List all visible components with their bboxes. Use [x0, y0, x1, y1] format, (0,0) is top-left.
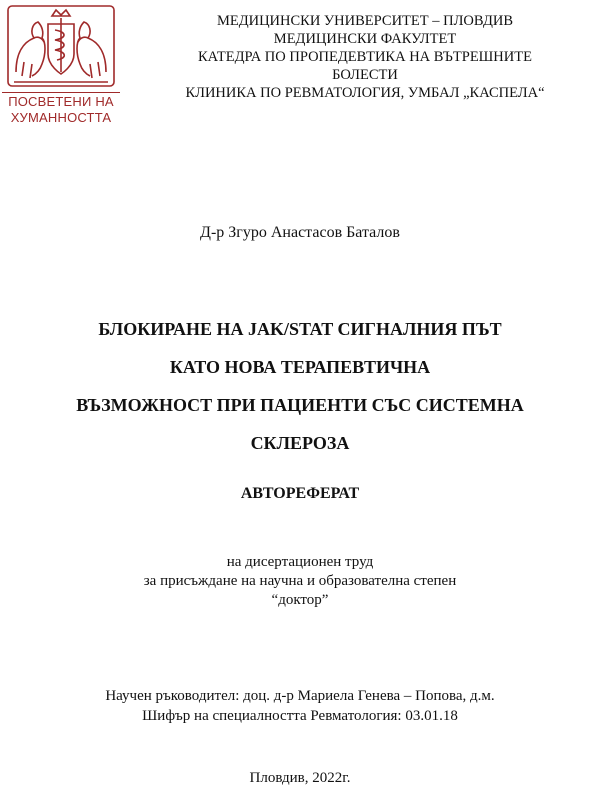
dissertation-title [0, 310, 600, 462]
author-name: Д-р Згуро Анастасов Баталов [200, 224, 400, 241]
logo-caption-line-2: ХУМАННОСТТА [10, 110, 112, 125]
title-line-1: БЛОКИРАНЕ НА JAK/STAT СИГНАЛНИЯ ПЪТ [98, 319, 502, 339]
supervision-info [0, 686, 600, 726]
institution-line-department-cont: БОЛЕСТИ [332, 67, 398, 83]
title-line-3: ВЪЗМОЖНОСТ ПРИ ПАЦИЕНТИ СЪС СИСТЕМНА [76, 395, 524, 415]
document-type: АВТОРЕФЕРАТ [240, 485, 360, 502]
institution-line-clinic: КЛИНИКА ПО РЕВМАТОЛОГИЯ, УМБАЛ „КАСПЕЛА“ [185, 85, 545, 101]
university-logo [2, 2, 120, 124]
logo-caption [2, 92, 120, 126]
institution-line-university: МЕДИЦИНСКИ УНИВЕРСИТЕТ – ПЛОВДИВ [216, 13, 514, 29]
university-emblem-icon [2, 2, 120, 92]
place-date: Пловдив, 2022г. [249, 770, 351, 786]
description-line-1: на дисертационен труд [226, 554, 374, 570]
institution-line-faculty: МЕДИЦИНСКИ ФАКУЛТЕТ [273, 31, 457, 47]
specialty-line: Шифър на специалността Ревматология: 03.01.18 [142, 708, 458, 724]
description [0, 553, 600, 610]
description-line-3: “доктор” [271, 592, 329, 608]
institution-header [140, 12, 590, 102]
title-line-4: СКЛЕРОЗА [250, 433, 350, 453]
description-line-2: за присъждане на научна и образователна степен [143, 573, 457, 589]
institution-line-department: КАТЕДРА ПО ПРОПЕДЕВТИКА НА ВЪТРЕШНИТЕ [198, 49, 532, 65]
supervisor-line: Научен ръководител: доц. д-р Мариела Генева – Попова, д.м. [105, 688, 495, 704]
title-line-2: КАТО НОВА ТЕРАПЕВТИЧНА [169, 357, 431, 377]
logo-caption-line-1: ПОСВЕТЕНИ НА [8, 94, 114, 109]
